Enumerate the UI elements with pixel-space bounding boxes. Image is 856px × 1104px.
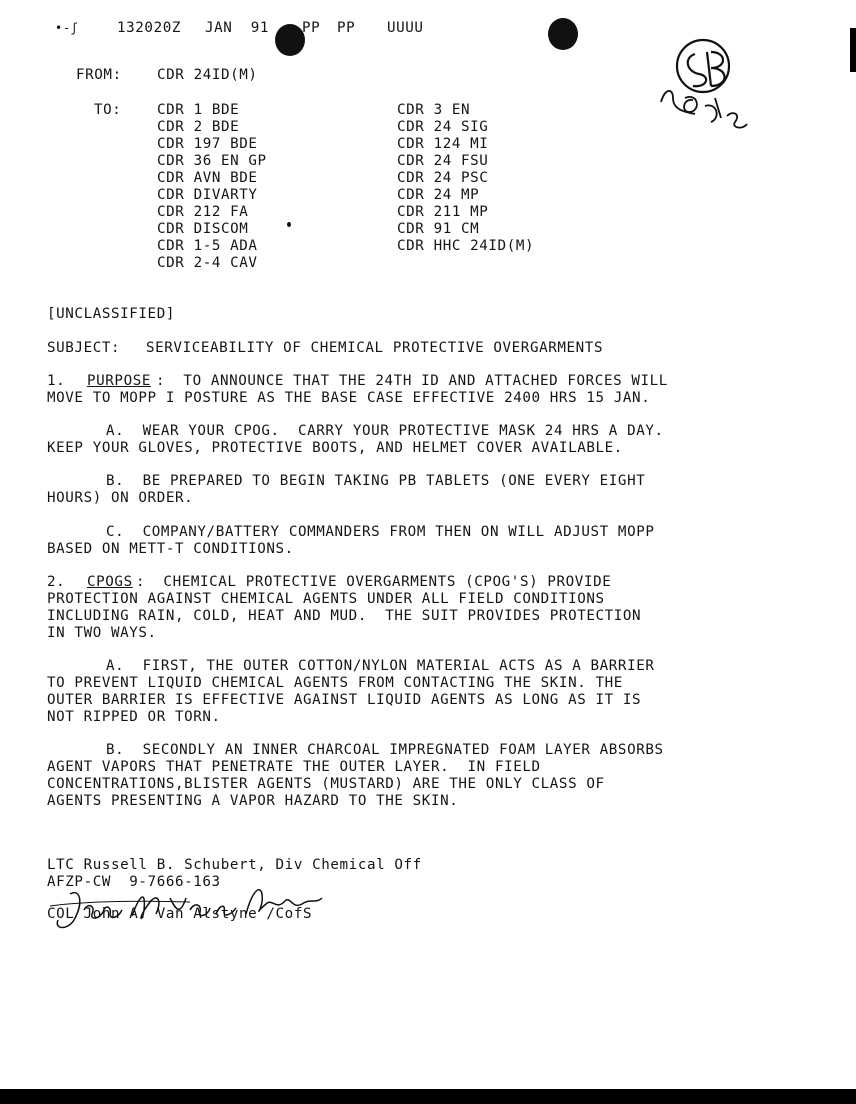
speck-mark bbox=[287, 222, 291, 227]
paragraph-1-number: 1. bbox=[47, 373, 66, 389]
addressee: CDR 124 MI bbox=[397, 136, 489, 152]
punch-hole-mark bbox=[275, 24, 305, 56]
addressee: CDR 36 EN GP bbox=[157, 153, 267, 169]
handwritten-initials-annotation bbox=[655, 28, 755, 138]
addressee: CDR DIVARTY bbox=[157, 187, 258, 203]
punch-hole-mark bbox=[548, 18, 578, 50]
paragraph-1c-line: BASED ON METT-T CONDITIONS. bbox=[47, 541, 294, 557]
paragraph-2-line: PROTECTION AGAINST CHEMICAL AGENTS UNDER ALL FIELD CONDITIONS bbox=[47, 591, 605, 607]
originator-line: LTC Russell B. Schubert, Div Chemical Off bbox=[47, 857, 422, 873]
paragraph-2b-line: B. SECONDLY AN INNER CHARCOAL IMPREGNATED FOAM LAYER ABSORBS bbox=[106, 742, 664, 758]
addressee: CDR HHC 24ID(M) bbox=[397, 238, 535, 254]
addressee: CDR 197 BDE bbox=[157, 136, 258, 152]
paragraph-2-line: IN TWO WAYS. bbox=[47, 625, 157, 641]
paragraph-1-line: MOVE TO MOPP I POSTURE AS THE BASE CASE EFFECTIVE 2400 HRS 15 JAN. bbox=[47, 390, 651, 406]
handwritten-signature bbox=[40, 880, 340, 940]
paragraph-2a-line: NOT RIPPED OR TORN. bbox=[47, 709, 221, 725]
addressee: CDR 1 BDE bbox=[157, 102, 240, 118]
office-symbol-line: AFZP-CW 9-7666-163 bbox=[47, 874, 221, 890]
header-classification-code: UUUU bbox=[387, 20, 424, 36]
addressee: CDR AVN BDE bbox=[157, 170, 258, 186]
from-label: FROM: bbox=[76, 67, 122, 83]
subject-text: SERVICEABILITY OF CHEMICAL PROTECTIVE OVERGARMENTS bbox=[146, 340, 604, 356]
paragraph-2a-line: TO PREVENT LIQUID CHEMICAL AGENTS FROM CONTACTING THE SKIN. THE bbox=[47, 675, 623, 691]
addressee: CDR 2-4 CAV bbox=[157, 255, 258, 271]
addressee: CDR 3 EN bbox=[397, 102, 471, 118]
page-edge-bottom bbox=[0, 1089, 856, 1104]
addressee: CDR 1-5 ADA bbox=[157, 238, 258, 254]
approver-line: COL John A. Van Alstyne /CofS bbox=[47, 906, 313, 922]
paragraph-2-number: 2. bbox=[47, 574, 66, 590]
header-precedence-2: PP bbox=[337, 20, 356, 36]
header-dtg: 132020Z bbox=[117, 20, 181, 36]
paragraph-1-title: PURPOSE bbox=[87, 373, 151, 389]
paragraph-2-title: CPOGS bbox=[87, 574, 133, 590]
paragraph-1a-line: A. WEAR YOUR CPOG. CARRY YOUR PROTECTIVE MASK 24 HRS A DAY. bbox=[106, 423, 664, 439]
page-edge-right bbox=[850, 28, 856, 72]
addressee: CDR 91 CM bbox=[397, 221, 480, 237]
paragraph-2a-line: A. FIRST, THE OUTER COTTON/NYLON MATERIAL ACTS AS A BARRIER bbox=[106, 658, 655, 674]
subject-label: SUBJECT: bbox=[47, 340, 121, 356]
paragraph-1c-line: C. COMPANY/BATTERY COMMANDERS FROM THEN ON WILL ADJUST MOPP bbox=[106, 524, 655, 540]
header-mark: •-ʃ bbox=[55, 21, 79, 35]
paragraph-2b-line: AGENT VAPORS THAT PENETRATE THE OUTER LAYER. IN FIELD bbox=[47, 759, 541, 775]
addressee: CDR 212 FA bbox=[157, 204, 249, 220]
paragraph-2-line: : CHEMICAL PROTECTIVE OVERGARMENTS (CPOG'S) PROVIDE bbox=[136, 574, 612, 590]
paragraph-1b-line: HOURS) ON ORDER. bbox=[47, 490, 194, 506]
addressee: CDR 24 SIG bbox=[397, 119, 489, 135]
from-value: CDR 24ID(M) bbox=[157, 67, 258, 83]
header-month-year: JAN 91 bbox=[205, 20, 269, 36]
paragraph-1b-line: B. BE PREPARED TO BEGIN TAKING PB TABLETS (ONE EVERY EIGHT bbox=[106, 473, 646, 489]
to-label: TO: bbox=[94, 102, 122, 118]
paragraph-1a-line: KEEP YOUR GLOVES, PROTECTIVE BOOTS, AND HELMET COVER AVAILABLE. bbox=[47, 440, 623, 456]
paragraph-1-line: : TO ANNOUNCE THAT THE 24TH ID AND ATTACHED FORCES WILL bbox=[156, 373, 668, 389]
paragraph-2-line: INCLUDING RAIN, COLD, HEAT AND MUD. THE SUIT PROVIDES PROTECTION bbox=[47, 608, 642, 624]
addressee: CDR 24 PSC bbox=[397, 170, 489, 186]
addressee: CDR 24 FSU bbox=[397, 153, 489, 169]
header-precedence-1: PP bbox=[302, 20, 321, 36]
paragraph-2b-line: CONCENTRATIONS,BLISTER AGENTS (MUSTARD) ARE THE ONLY CLASS OF bbox=[47, 776, 605, 792]
addressee: CDR 24 MP bbox=[397, 187, 480, 203]
addressee: CDR 211 MP bbox=[397, 204, 489, 220]
paragraph-2a-line: OUTER BARRIER IS EFFECTIVE AGAINST LIQUID AGENTS AS LONG AS IT IS bbox=[47, 692, 642, 708]
paragraph-2b-line: AGENTS PRESENTING A VAPOR HAZARD TO THE SKIN. bbox=[47, 793, 459, 809]
addressee: CDR DISCOM bbox=[157, 221, 249, 237]
addressee: CDR 2 BDE bbox=[157, 119, 240, 135]
classification-marking: [UNCLASSIFIED] bbox=[47, 306, 175, 322]
